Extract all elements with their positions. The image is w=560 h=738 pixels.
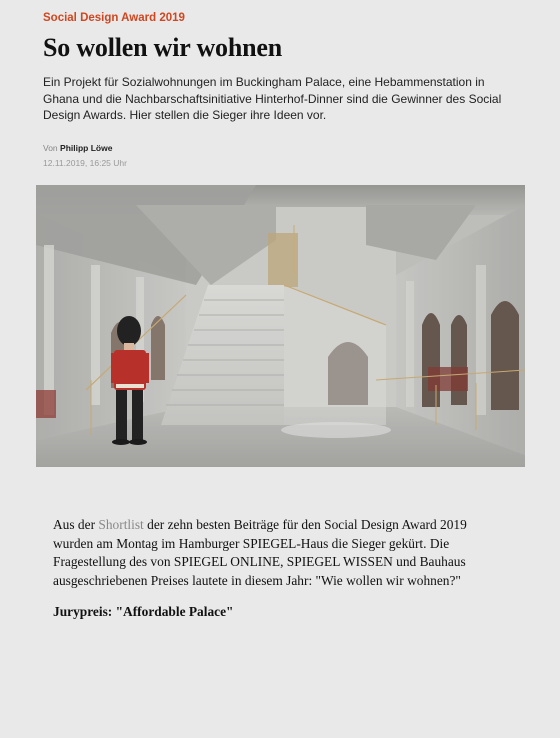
article-header: [43, 10, 523, 169]
byline-prefix: Von: [43, 142, 58, 153]
section-subhead: Jurypreis: "Affordable Palace": [53, 604, 234, 620]
teaser: Ein Projekt für Sozialwohnungen im Buckingham Palace, eine Hebammenstation in Ghana und die Nachbarschaftsinitiative Hinterhof-Dinner sind die Gewinner des Social Design Awards. Hier stellen die Sieger ihre Ideen vor.: [43, 75, 502, 122]
body-paragraph: [53, 516, 503, 590]
body-text-after-link: der zehn besten Beiträge für den Social Design Award 2019 wurden am Montag im Hamburger SPIEGEL-Haus die Sieger gekürt. Die Fragestellung des von SPIEGEL ONLINE, SPIEGEL WISSEN und Bauhaus ausgeschriebenen Preises lautete in diesem Jahr: "Wie wollen wir wohnen?": [53, 517, 467, 588]
shortlist-link[interactable]: Shortlist: [98, 517, 144, 532]
byline: [43, 142, 523, 154]
author-link[interactable]: Philipp Löwe: [60, 142, 113, 153]
hero-image[interactable]: [36, 185, 525, 467]
kicker[interactable]: Social Design Award 2019: [43, 12, 185, 24]
publish-date: 12.11.2019, 16:25 Uhr: [43, 157, 127, 168]
headline: So wollen wir wohnen: [43, 33, 282, 62]
palace-hall-illustration: [36, 185, 525, 467]
article-body: [53, 516, 503, 621]
body-text-before-link: Aus der: [53, 517, 96, 532]
